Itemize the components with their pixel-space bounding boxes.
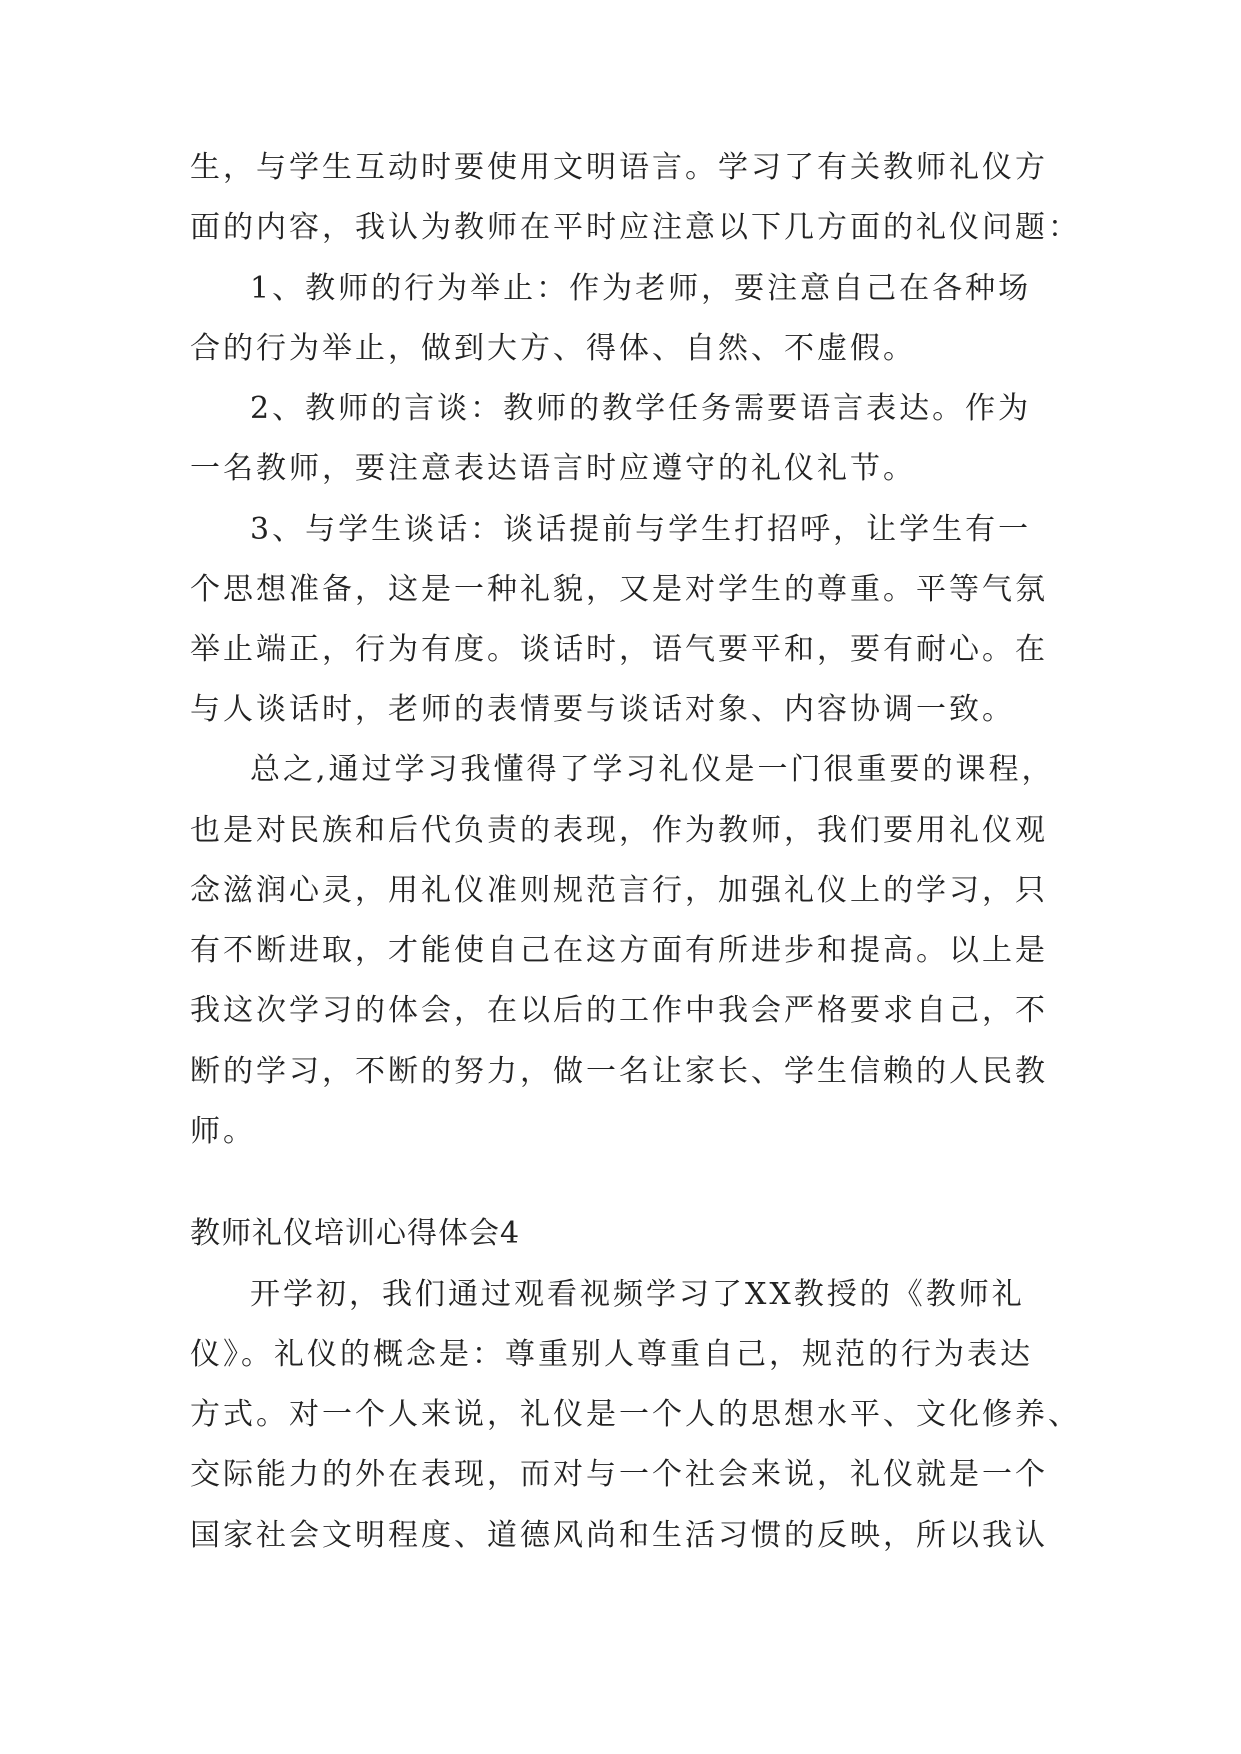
text-line: 生，与学生互动时要使用文明语言。学习了有关教师礼仪方: [190, 150, 1048, 185]
text-line: 与人谈话时，老师的表情要与谈话对象、内容协调一致。: [190, 692, 1015, 727]
text-line: 我这次学习的体会，在以后的工作中我会严格要求自己，不: [190, 993, 1048, 1028]
text-line: 合的行为举止，做到大方、得体、自然、不虚假。: [190, 331, 916, 366]
text-line: 断的学习，不断的努力，做一名让家长、学生信赖的人民教: [190, 1054, 1048, 1089]
text-line: 也是对民族和后代负责的表现，作为教师，我们要用礼仪观: [190, 813, 1048, 848]
text-line: 仪》。礼仪的概念是：尊重别人尊重自己，规范的行为表达: [190, 1337, 1033, 1372]
text-line: 念滋润心灵，用礼仪准则规范言行，加强礼仪上的学习，只: [190, 873, 1048, 908]
text-line: 面的内容，我认为教师在平时应注意以下几方面的礼仪问题：: [190, 210, 1081, 245]
text-line: 2、教师的言谈：教师的教学任务需要语言表达。作为: [250, 391, 1032, 426]
text-line: 举止端正，行为有度。谈话时，语气要平和，要有耐心。在: [190, 632, 1048, 667]
text-line: 1、教师的行为举止：作为老师，要注意自己在各种场: [250, 271, 1032, 306]
text-line: 个思想准备，这是一种礼貌，又是对学生的尊重。平等气氛: [190, 572, 1048, 607]
section-heading: 教师礼仪培训心得体会4: [190, 1216, 521, 1251]
text-line: 国家社会文明程度、道德风尚和生活习惯的反映，所以我认: [190, 1518, 1048, 1553]
text-line: 开学初，我们通过观看视频学习了XX教授的《教师礼: [250, 1277, 1025, 1312]
text-line: 交际能力的外在表现，而对与一个社会来说，礼仪就是一个: [190, 1457, 1048, 1492]
text-line: 师。: [190, 1114, 256, 1149]
text-line: 有不断进取，才能使自己在这方面有所进步和提高。以上是: [190, 933, 1048, 968]
text-line: 总之,通过学习我懂得了学习礼仪是一门很重要的课程，: [250, 752, 1055, 787]
text-line: 方式。对一个人来说，礼仪是一个人的思想水平、文化修养、: [190, 1397, 1081, 1432]
text-line: 3、与学生谈话：谈话提前与学生打招呼，让学生有一: [250, 512, 1032, 547]
text-line: 一名教师，要注意表达语言时应遵守的礼仪礼节。: [190, 451, 916, 486]
